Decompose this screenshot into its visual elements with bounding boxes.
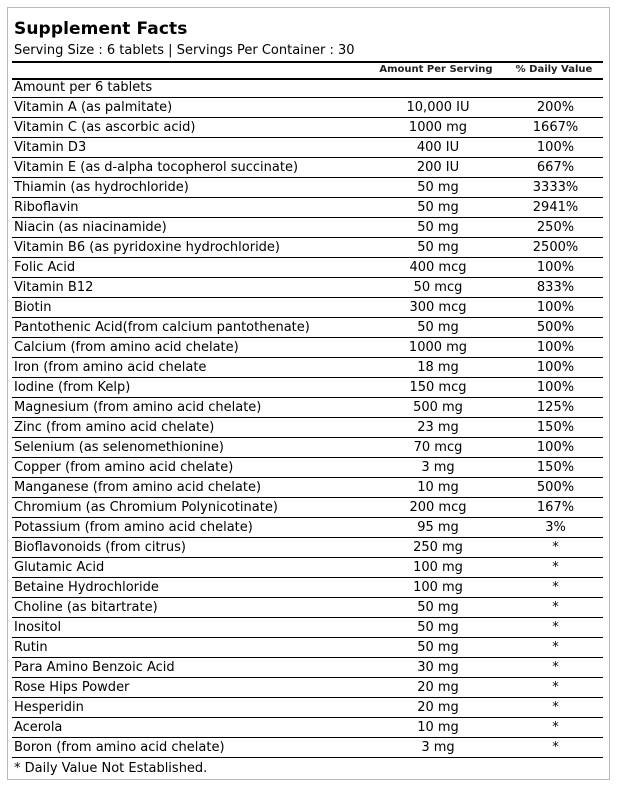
- nutrient-daily-value: 100%: [536, 260, 575, 275]
- nutrient-name: Copper (from amino acid chelate): [14, 460, 234, 475]
- nutrient-daily-value: *: [552, 560, 559, 575]
- table-row: [12, 478, 603, 498]
- nutrient-name: Selenium (as selenomethionine): [14, 440, 224, 455]
- nutrient-daily-value: 2941%: [532, 200, 579, 215]
- footnote: * Daily Value Not Established.: [14, 761, 208, 776]
- nutrient-amount: 30 mg: [417, 660, 459, 675]
- nutrient-daily-value: 100%: [536, 440, 575, 455]
- table-row: [12, 618, 603, 638]
- nutrient-amount: 70 mcg: [413, 440, 463, 455]
- nutrient-amount: 10 mg: [417, 720, 459, 735]
- nutrient-name: Vitamin E (as d-alpha tocopherol succinate): [14, 160, 299, 175]
- table-row: [12, 458, 603, 478]
- nutrient-daily-value: 100%: [536, 380, 575, 395]
- nutrient-amount: 10 mg: [417, 480, 459, 495]
- nutrient-amount: 250 mg: [413, 540, 463, 555]
- nutrient-daily-value: 125%: [536, 400, 575, 415]
- nutrient-name: Manganese (from amino acid chelate): [14, 480, 262, 495]
- nutrient-amount: 200 IU: [416, 160, 460, 175]
- nutrient-name: Iron (from amino acid chelate: [14, 360, 207, 375]
- nutrient-name: Calcium (from amino acid chelate): [14, 340, 239, 355]
- nutrient-amount: 1000 mg: [408, 120, 468, 135]
- table-row: [12, 198, 603, 218]
- nutrient-name: Hesperidin: [14, 700, 84, 715]
- table-row: [12, 598, 603, 618]
- nutrient-name: Biotin: [14, 300, 52, 315]
- nutrient-daily-value: *: [552, 700, 559, 715]
- nutrient-name: Vitamin C (as ascorbic acid): [14, 120, 196, 135]
- nutrient-amount: 300 mcg: [409, 300, 467, 315]
- nutrient-daily-value: 100%: [536, 300, 575, 315]
- table-row: [12, 178, 603, 198]
- nutrient-amount: 50 mg: [417, 220, 459, 235]
- table-row: [12, 578, 603, 598]
- nutrient-amount: 23 mg: [417, 420, 459, 435]
- nutrient-name: Vitamin A (as palmitate): [14, 100, 173, 115]
- nutrient-name: Magnesium (from amino acid chelate): [14, 400, 262, 415]
- nutrient-amount: 95 mg: [417, 520, 459, 535]
- nutrient-name: Betaine Hydrochloride: [14, 580, 159, 595]
- column-header-amount: Amount Per Serving: [379, 64, 493, 75]
- nutrient-amount: 20 mg: [417, 680, 459, 695]
- table-row: [12, 138, 603, 158]
- nutrient-name: Niacin (as niacinamide): [14, 220, 167, 235]
- column-header-daily-value: % Daily Value: [515, 64, 593, 75]
- nutrient-name: Thiamin (as hydrochloride): [14, 180, 189, 195]
- nutrient-daily-value: *: [552, 680, 559, 695]
- nutrient-name: Inositol: [14, 620, 62, 635]
- nutrient-name: Choline (as bitartrate): [14, 600, 158, 615]
- nutrient-name: Bioflavonoids (from citrus): [14, 540, 186, 555]
- nutrient-daily-value: 150%: [536, 460, 575, 475]
- nutrient-amount: 100 mg: [413, 560, 463, 575]
- table-row: [12, 298, 603, 318]
- table-row: [12, 678, 603, 698]
- nutrient-daily-value: 2500%: [532, 240, 579, 255]
- nutrient-name: Riboflavin: [14, 200, 79, 215]
- nutrient-name: Vitamin D3: [14, 140, 87, 155]
- nutrient-name: Iodine (from Kelp): [14, 380, 131, 395]
- table-row: [12, 418, 603, 438]
- nutrient-name: Zinc (from amino acid chelate): [14, 420, 215, 435]
- nutrient-name: Rose Hips Powder: [14, 680, 130, 695]
- nutrient-amount: 50 mg: [417, 640, 459, 655]
- serving-info: Serving Size : 6 tablets | Servings Per Container : 30: [14, 43, 355, 58]
- table-row: [12, 518, 603, 538]
- nutrient-amount: 10,000 IU: [406, 100, 470, 115]
- nutrient-daily-value: 500%: [536, 320, 575, 335]
- nutrient-daily-value: *: [552, 620, 559, 635]
- nutrient-amount: 3 mg: [421, 460, 455, 475]
- table-row: [12, 498, 603, 518]
- nutrient-daily-value: 3333%: [532, 180, 579, 195]
- table-row: [12, 698, 603, 718]
- table-row: [12, 738, 603, 758]
- nutrient-name: Potassium (from amino acid chelate): [14, 520, 253, 535]
- nutrient-daily-value: 150%: [536, 420, 575, 435]
- nutrient-daily-value: 200%: [536, 100, 575, 115]
- table-row: [12, 558, 603, 578]
- nutrient-name: Folic Acid: [14, 260, 76, 275]
- nutrient-daily-value: *: [552, 660, 559, 675]
- table-row: [12, 238, 603, 258]
- nutrient-amount: 3 mg: [421, 740, 455, 755]
- table-row: [12, 538, 603, 558]
- nutrient-name: Rutin: [14, 640, 48, 655]
- nutrient-name: Chromium (as Chromium Polynicotinate): [14, 500, 278, 515]
- nutrient-daily-value: 250%: [536, 220, 575, 235]
- table-row: [12, 98, 603, 118]
- nutrient-amount: 50 mg: [417, 180, 459, 195]
- nutrient-daily-value: 1667%: [532, 120, 579, 135]
- table-row: [12, 398, 603, 418]
- table-row: [12, 718, 603, 738]
- nutrient-amount: 200 mcg: [409, 500, 467, 515]
- table-row: [12, 158, 603, 178]
- nutrient-amount: 50 mg: [417, 620, 459, 635]
- nutrient-daily-value: 833%: [536, 280, 575, 295]
- nutrient-daily-value: 167%: [536, 500, 575, 515]
- nutrient-amount: 50 mg: [417, 600, 459, 615]
- table-row: [12, 218, 603, 238]
- nutrient-amount: 20 mg: [417, 700, 459, 715]
- nutrient-name: Glutamic Acid: [14, 560, 105, 575]
- nutrient-daily-value: *: [552, 540, 559, 555]
- table-row: [12, 658, 603, 678]
- nutrient-name: Vitamin B12: [14, 280, 94, 295]
- nutrient-daily-value: *: [552, 640, 559, 655]
- nutrient-amount: 400 mcg: [409, 260, 467, 275]
- nutrient-amount: 1000 mg: [408, 340, 468, 355]
- nutrient-amount: 50 mg: [417, 200, 459, 215]
- nutrient-name: Para Amino Benzoic Acid: [14, 660, 175, 675]
- nutrient-name: Vitamin B6 (as pyridoxine hydrochloride): [14, 240, 281, 255]
- nutrient-amount: 150 mcg: [409, 380, 467, 395]
- table-row: [12, 278, 603, 298]
- nutrient-amount: 500 mg: [413, 400, 463, 415]
- table-row: [12, 378, 603, 398]
- nutrient-daily-value: 667%: [536, 160, 575, 175]
- nutrient-daily-value: 500%: [536, 480, 575, 495]
- nutrient-daily-value: 3%: [545, 520, 566, 535]
- nutrient-daily-value: *: [552, 580, 559, 595]
- nutrient-daily-value: *: [552, 740, 559, 755]
- nutrient-name: Boron (from amino acid chelate): [14, 740, 225, 755]
- nutrient-daily-value: 100%: [536, 340, 575, 355]
- nutrient-amount: 18 mg: [417, 360, 459, 375]
- label-title: Supplement Facts: [14, 19, 188, 39]
- nutrient-daily-value: *: [552, 720, 559, 735]
- amount-per-serving-line: Amount per 6 tablets: [14, 80, 153, 95]
- nutrient-amount: 50 mg: [417, 240, 459, 255]
- nutrient-name: Pantothenic Acid(from calcium pantothenate): [14, 320, 310, 335]
- nutrient-amount: 100 mg: [413, 580, 463, 595]
- table-row: [12, 118, 603, 138]
- nutrient-amount: 50 mg: [417, 320, 459, 335]
- nutrient-daily-value: 100%: [536, 140, 575, 155]
- table-row: [12, 638, 603, 658]
- nutrient-table: [12, 97, 603, 758]
- nutrient-amount: 50 mcg: [413, 280, 463, 295]
- nutrient-amount: 400 IU: [416, 140, 460, 155]
- table-row: [12, 358, 603, 378]
- table-row: [12, 438, 603, 458]
- nutrient-daily-value: *: [552, 600, 559, 615]
- nutrient-daily-value: 100%: [536, 360, 575, 375]
- nutrient-name: Acerola: [14, 720, 63, 735]
- table-row: [12, 338, 603, 358]
- table-row: [12, 258, 603, 278]
- table-row: [12, 318, 603, 338]
